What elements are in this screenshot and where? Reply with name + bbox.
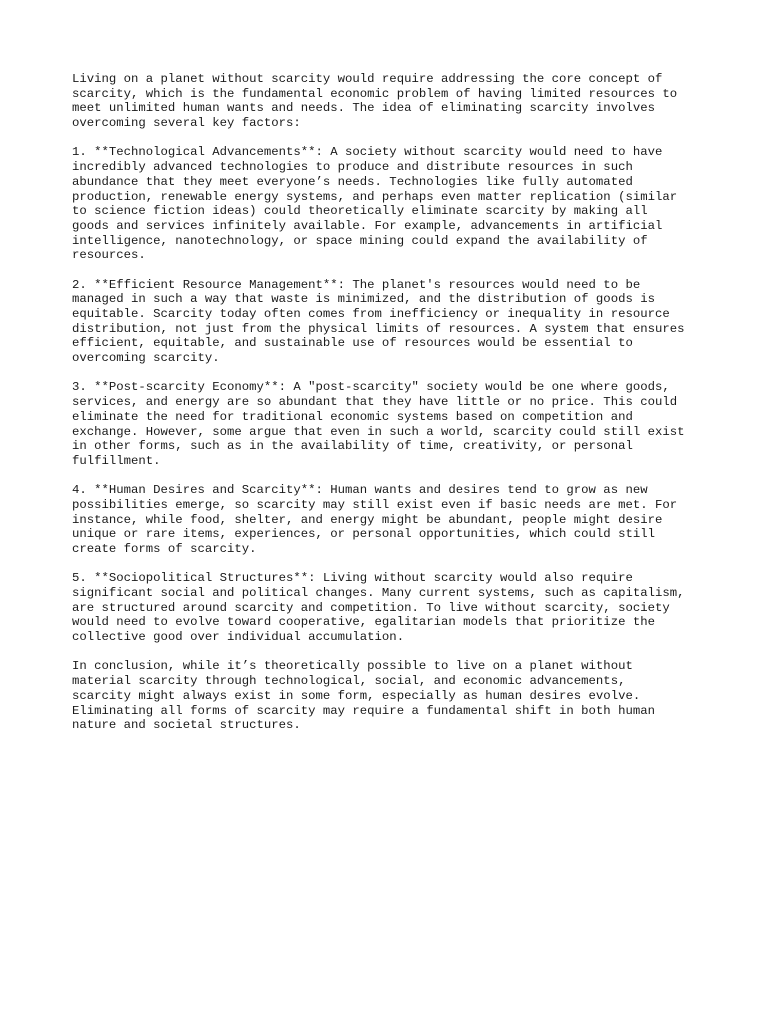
paragraph-technological-advancements	[72, 145, 704, 263]
text-line: distribution, not just from the physical limits of resources. A system that ensures	[72, 321, 685, 336]
paragraph-post-scarcity-economy	[72, 380, 704, 468]
text-line: exchange. However, some argue that even in such a world, scarcity could still exist	[72, 424, 685, 439]
paragraph-human-desires	[72, 483, 704, 557]
text-line: equitable. Scarcity today often comes from inefficiency or inequality in resource	[72, 307, 670, 322]
text-line: are structured around scarcity and competition. To live without scarcity, society	[72, 600, 670, 615]
text-line: eliminate the need for traditional economic systems based on competition and	[72, 409, 633, 424]
paragraph-intro	[72, 72, 704, 131]
text-line: 3. **Post-scarcity Economy**: A "post-scarcity" society would be one where goods,	[72, 380, 670, 395]
text-line: 5. **Sociopolitical Structures**: Living without scarcity would also require	[72, 571, 633, 586]
text-line: incredibly advanced technologies to produce and distribute resources in such	[72, 160, 633, 175]
text-line: unique or rare items, experiences, or personal opportunities, which could still	[72, 527, 655, 542]
paragraph-sociopolitical-structures	[72, 571, 704, 645]
text-line: resources.	[72, 248, 146, 263]
paragraph-efficient-resource-management	[72, 278, 704, 366]
text-line: meet unlimited human wants and needs. The idea of eliminating scarcity involves	[72, 101, 655, 116]
text-line: overcoming several key factors:	[72, 116, 301, 131]
text-line: Eliminating all forms of scarcity may require a fundamental shift in both human	[72, 703, 655, 718]
text-line: scarcity, which is the fundamental economic problem of having limited resources to	[72, 86, 678, 101]
text-line: to science fiction ideas) could theoretically eliminate scarcity by making all	[72, 204, 648, 219]
text-line: goods and services infinitely available. For example, advancements in artificial	[72, 218, 663, 233]
text-line: fulfillment.	[72, 453, 161, 468]
text-line: create forms of scarcity.	[72, 542, 257, 557]
text-line: services, and energy are so abundant that they have little or no price. This could	[72, 395, 678, 410]
text-line: nature and societal structures.	[72, 718, 301, 733]
text-line: collective good over individual accumulation.	[72, 630, 405, 645]
text-line: would need to evolve toward cooperative, egalitarian models that prioritize the	[72, 615, 655, 630]
text-line: significant social and political changes. Many current systems, such as capitalism,	[72, 586, 685, 601]
text-line: managed in such a way that waste is minimized, and the distribution of goods is	[72, 292, 655, 307]
document-page	[72, 72, 704, 748]
text-line: intelligence, nanotechnology, or space mining could expand the availability of	[72, 233, 648, 248]
text-line: possibilities emerge, so scarcity may still exist even if basic needs are met. For	[72, 497, 678, 512]
text-line: efficient, equitable, and sustainable use of resources would be essential to	[72, 336, 633, 351]
text-line: 4. **Human Desires and Scarcity**: Human wants and desires tend to grow as new	[72, 483, 648, 498]
text-line: instance, while food, shelter, and energy might be abundant, people might desire	[72, 512, 663, 527]
text-line: In conclusion, while it’s theoretically possible to live on a planet without	[72, 659, 633, 674]
text-line: material scarcity through technological, social, and economic advancements,	[72, 674, 626, 689]
text-line: scarcity might always exist in some form, especially as human desires evolve.	[72, 688, 641, 703]
text-line: abundance that they meet everyone’s needs. Technologies like fully automated	[72, 174, 633, 189]
paragraph-conclusion	[72, 659, 704, 733]
text-line: Living on a planet without scarcity would require addressing the core concept of	[72, 72, 663, 86]
text-line: in other forms, such as in the availability of time, creativity, or personal	[72, 439, 633, 454]
text-line: 2. **Efficient Resource Management**: The planet's resources would need to be	[72, 277, 641, 292]
text-line: overcoming scarcity.	[72, 351, 220, 366]
text-line: production, renewable energy systems, and perhaps even matter replication (similar	[72, 189, 678, 204]
text-line: 1. **Technological Advancements**: A society without scarcity would need to have	[72, 145, 663, 160]
